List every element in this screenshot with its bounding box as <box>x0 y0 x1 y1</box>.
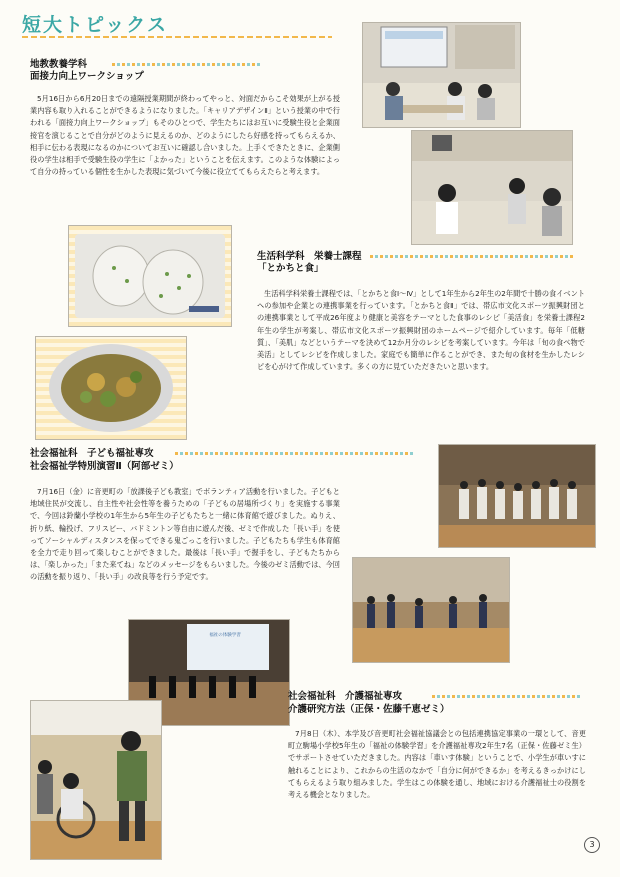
section-4-body: 7月8日（木）、本学及び音更町社会福祉協議会との包括連携協定事業の一環として、音更町立駒場小学校5年生の「福祉の体験学習」を介護福祉専攻2年生7名（正保・佐藤ゼミ生）でサポートさせていただきました。内容は「車いす体験」ということで、小学生が車いすに触れることにより、これからの生活のなかで「自分に何ができるか」を考えるきっかけにしてもらえるよう取り組みました。学生はこの体験を通し、地域における介護福祉士の役割を考える機会となりました。 <box>288 729 586 800</box>
section-4-dept: 社会福祉科 介護福祉専攻 <box>288 691 403 702</box>
section-2-body: 生活科学科栄養士課程では、「とかちと食Ⅰ〜Ⅳ」として1年生から2年生の2年間で十勝の食イベントへの参加や企業との連携事業を行っています。「とかちと食Ⅱ」では、帯広市文化スポーツ振興財団との連携事業として平成26年度より健康と美容をテーマとした食事のレシピ「美活食」を栄養士課程2年生の学生が考案し、帯広市文化スポーツ振興財団のホームページで紹介しています。毎年「低糖質」、「美肌」などというテーマを決めて12か月分のレシピを考案しています。今年は「旬の食べ物で美活」としてレシピを作成しました。家庭でも簡単に作ることができ、また旬の食材を生かしたレシピを心がけて作成しています。多くの方に見ていただきたいと思います。 <box>257 289 585 372</box>
section-1-dash <box>112 63 262 66</box>
section-1-subtitle: 面接力向上ワークショップ <box>30 71 144 82</box>
section-3-subtitle: 社会福祉学特別演習Ⅱ（阿部ゼミ） <box>30 461 179 472</box>
title-underline <box>22 36 332 38</box>
section-2-dept: 生活科学科 栄養士課程 <box>257 251 362 262</box>
section-1-dept: 地教教養学科 <box>30 59 88 70</box>
section-1-body: 5月16日から6月20日までの遠隔授業期間が終わってやっと、対面だからこそ効果が上がる授業内容も取り入れることができるようになりました。「キャリアデザインⅡ」という授業の中で行われる「面接力向上ワークショップ」もそのひとつで、学生たちにはお互いに受験生役と企業面接官を演じることで自分がどのように見えるのか、どのようにしたら好感を持ってもらえるか、相手に伝わる表現になるのかについてお互いに確認し合いました。上手くできたときに、企業側役の学生は相手で受験生役の学生に「よかった」ということを伝えます。このような体験によって自分の持っている個性を生かした表現に気づいて今後に役立ててもらえたらと考えます。 <box>30 94 340 177</box>
gym-play-photo <box>352 557 510 663</box>
volunteer-group-photo <box>438 444 596 548</box>
page-number: 3 <box>584 837 600 853</box>
wheelchair-photo <box>30 700 162 860</box>
section-3-dash <box>175 452 415 455</box>
section-2-subtitle: 「とかちと食」 <box>257 263 324 274</box>
workshop-photo-1 <box>362 22 521 128</box>
onigiri-photo <box>68 225 232 327</box>
workshop-photo-2 <box>411 130 573 245</box>
stirfry-photo <box>35 336 187 440</box>
stage-screen-caption: 福祉の体験学習 <box>209 633 241 638</box>
section-4-subtitle: 介護研究方法（正保・佐藤千恵ゼミ） <box>288 704 450 715</box>
section-4-dash <box>432 695 582 698</box>
section-3-dept: 社会福祉科 子ども福祉専攻 <box>30 448 154 459</box>
page-title: 短大トピックス <box>22 14 169 36</box>
section-3-body: 7月16日（金）に音更町の「放課後子ども教室」でボランティア活動を行いました。子どもと地域住民が交流し、自主性や社会性等を養うための「子どもの居場所づくり」を実施する事業で、今回は鈴蘭小学校の1年生から5年生の子どもたちと一緒に体育館で遊びました。ぬりえ、折り紙、輪投げ、フリスビー、バドミントン等自由に遊んだ後、ゼミで作成した「長い手」を使ってソーシャルディスタンスを保ってできる鬼ごっこを行いました。子どもたちも学生も体育館を全力で走り回って楽しむことができました。最後は「長い手」で握手をし、子どもたちからは、「楽しかった」「また来てね」などのメッセージをもらいました。今後のゼミ活動では、今回の活動を振り返り、「長い手」の改良等を行う予定です。 <box>30 487 340 582</box>
section-2-dash <box>370 255 575 258</box>
